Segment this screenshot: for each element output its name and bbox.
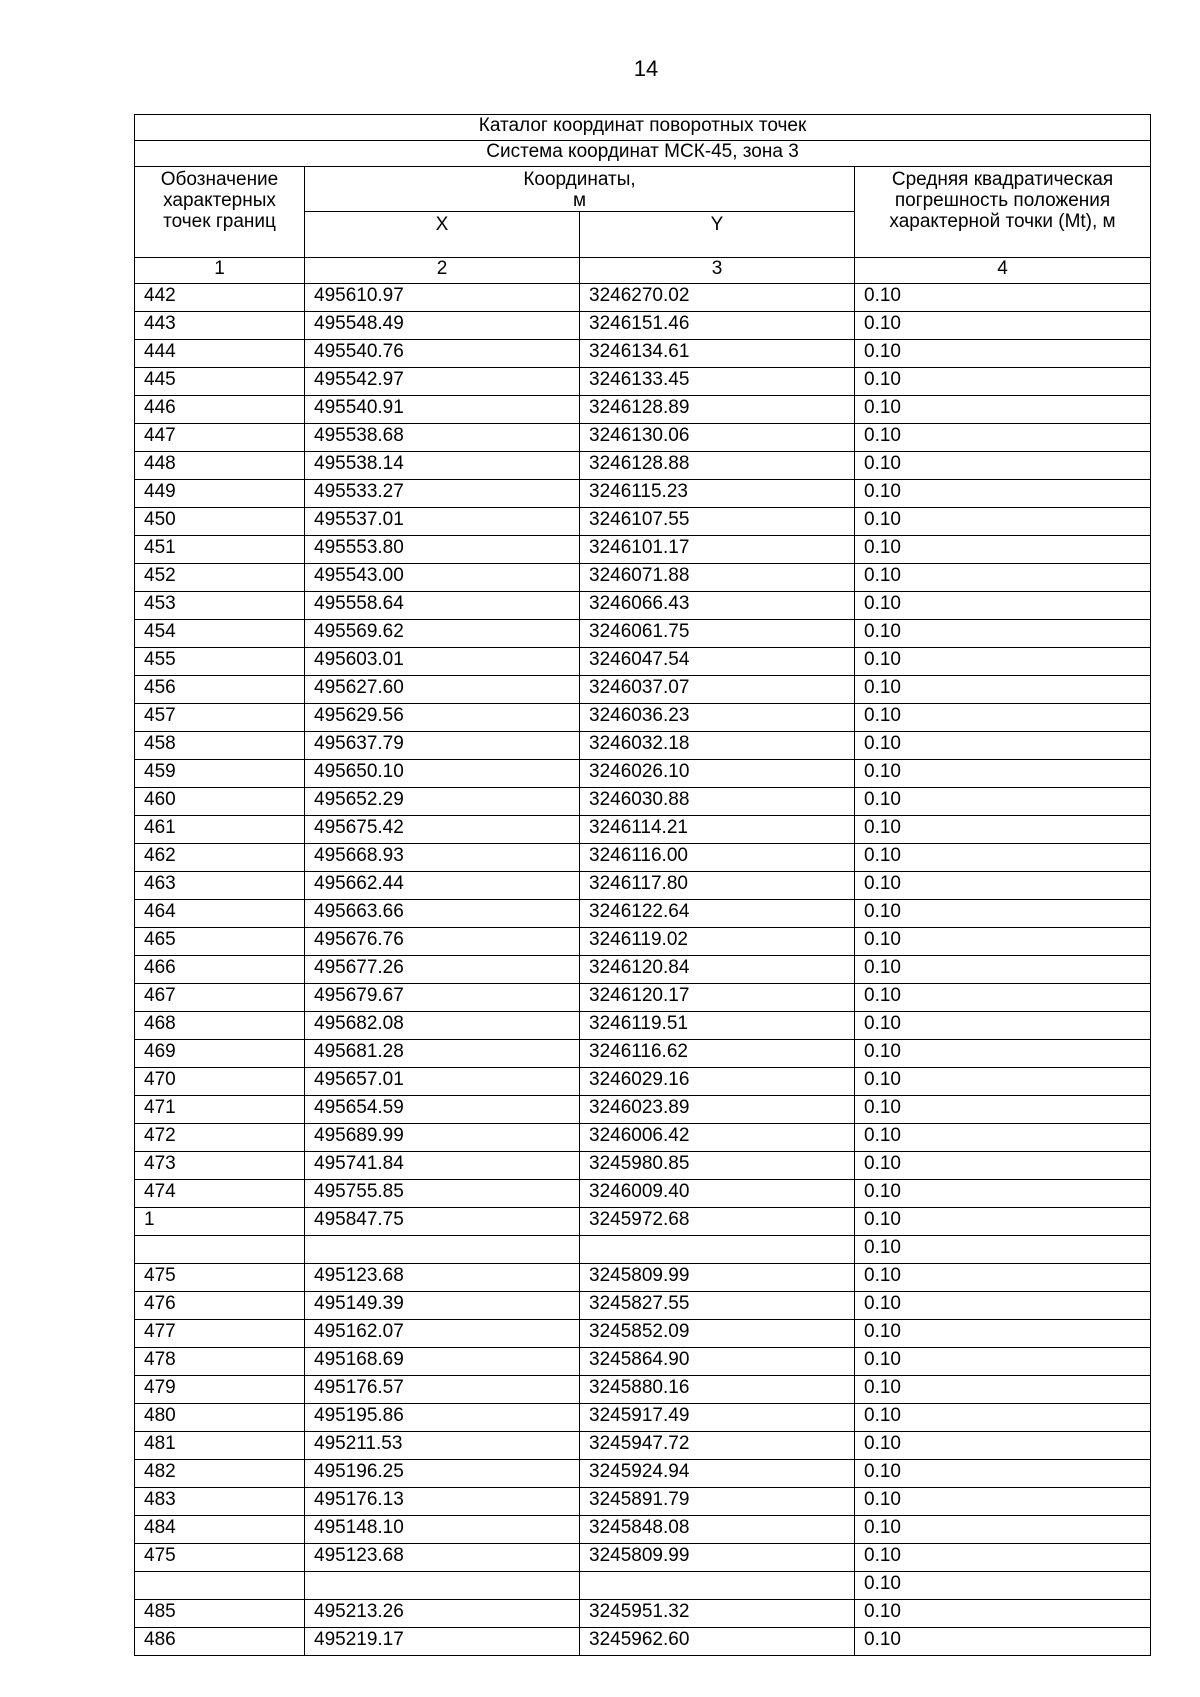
point-id-cell: 474 [135, 1180, 305, 1208]
point-id-cell: 480 [135, 1404, 305, 1432]
x-coordinate-cell: 495675.42 [305, 816, 580, 844]
error-cell: 0.10 [855, 536, 1151, 564]
coordinates-catalog-table [134, 114, 1151, 1656]
error-cell: 0.10 [855, 284, 1151, 312]
table-row [135, 1404, 1151, 1432]
error-cell: 0.10 [855, 1208, 1151, 1236]
point-id-cell: 468 [135, 1012, 305, 1040]
point-id-cell: 442 [135, 284, 305, 312]
y-coordinate-cell: 3246061.75 [580, 620, 855, 648]
point-id-cell: 482 [135, 1460, 305, 1488]
table-title: Каталог координат поворотных точек [135, 115, 1151, 141]
x-coordinate-cell: 495558.64 [305, 592, 580, 620]
point-id-cell: 1 [135, 1208, 305, 1236]
error-cell: 0.10 [855, 1488, 1151, 1516]
error-cell: 0.10 [855, 984, 1151, 1012]
table-row [135, 1124, 1151, 1152]
error-cell: 0.10 [855, 1096, 1151, 1124]
error-cell: 0.10 [855, 1544, 1151, 1572]
y-coordinate-cell: 3246120.17 [580, 984, 855, 1012]
error-cell: 0.10 [855, 816, 1151, 844]
x-coordinate-cell: 495213.26 [305, 1600, 580, 1628]
table-row [135, 732, 1151, 760]
point-id-cell: 448 [135, 452, 305, 480]
x-coordinate-cell: 495662.44 [305, 872, 580, 900]
x-coordinate-cell: 495741.84 [305, 1152, 580, 1180]
error-cell: 0.10 [855, 788, 1151, 816]
y-coordinate-cell: 3245924.94 [580, 1460, 855, 1488]
point-id-cell [135, 1236, 305, 1264]
y-coordinate-cell: 3246116.62 [580, 1040, 855, 1068]
point-id-cell: 455 [135, 648, 305, 676]
point-id-cell: 476 [135, 1292, 305, 1320]
table-row [135, 1348, 1151, 1376]
table-row [135, 676, 1151, 704]
error-cell: 0.10 [855, 1012, 1151, 1040]
y-coordinate-cell [580, 1236, 855, 1264]
error-cell: 0.10 [855, 844, 1151, 872]
y-coordinate-cell: 3246029.16 [580, 1068, 855, 1096]
x-coordinate-cell: 495569.62 [305, 620, 580, 648]
x-coordinate-cell: 495682.08 [305, 1012, 580, 1040]
error-cell: 0.10 [855, 480, 1151, 508]
point-id-cell: 464 [135, 900, 305, 928]
point-id-cell: 475 [135, 1544, 305, 1572]
table-row [135, 900, 1151, 928]
error-cell: 0.10 [855, 676, 1151, 704]
x-coordinate-cell: 495629.56 [305, 704, 580, 732]
point-id-cell: 451 [135, 536, 305, 564]
error-cell: 0.10 [855, 704, 1151, 732]
error-cell: 0.10 [855, 564, 1151, 592]
point-id-cell: 463 [135, 872, 305, 900]
x-coordinate-cell: 495677.26 [305, 956, 580, 984]
y-coordinate-cell: 3246107.55 [580, 508, 855, 536]
table-row [135, 1264, 1151, 1292]
point-id-cell: 471 [135, 1096, 305, 1124]
point-id-cell: 458 [135, 732, 305, 760]
y-coordinate-cell: 3246116.00 [580, 844, 855, 872]
y-coordinate-cell: 3246023.89 [580, 1096, 855, 1124]
y-coordinate-cell: 3245827.55 [580, 1292, 855, 1320]
x-coordinate-cell: 495533.27 [305, 480, 580, 508]
table-row [135, 1040, 1151, 1068]
point-id-cell: 452 [135, 564, 305, 592]
table-row [135, 1292, 1151, 1320]
table-row [135, 1544, 1151, 1572]
point-id-cell: 470 [135, 1068, 305, 1096]
error-cell: 0.10 [855, 1348, 1151, 1376]
y-coordinate-cell: 3246115.23 [580, 480, 855, 508]
x-coordinate-cell [305, 1572, 580, 1600]
table-row [135, 368, 1151, 396]
error-cell: 0.10 [855, 1600, 1151, 1628]
table-row [135, 1236, 1151, 1264]
table-row [135, 788, 1151, 816]
table-row [135, 396, 1151, 424]
y-coordinate-cell: 3246066.43 [580, 592, 855, 620]
point-id-cell: 461 [135, 816, 305, 844]
point-id-cell [135, 1572, 305, 1600]
table-row [135, 1460, 1151, 1488]
x-coordinate-cell: 495148.10 [305, 1516, 580, 1544]
point-id-cell: 486 [135, 1628, 305, 1656]
error-cell: 0.10 [855, 1628, 1151, 1656]
error-cell: 0.10 [855, 312, 1151, 340]
table-row [135, 564, 1151, 592]
header-y: Y [580, 212, 855, 258]
error-cell: 0.10 [855, 900, 1151, 928]
point-id-cell: 467 [135, 984, 305, 1012]
table-row [135, 648, 1151, 676]
x-coordinate-cell: 495123.68 [305, 1544, 580, 1572]
point-id-cell: 445 [135, 368, 305, 396]
error-cell: 0.10 [855, 760, 1151, 788]
x-coordinate-cell: 495637.79 [305, 732, 580, 760]
y-coordinate-cell: 3245972.68 [580, 1208, 855, 1236]
table-row [135, 480, 1151, 508]
table-row [135, 1376, 1151, 1404]
error-cell: 0.10 [855, 396, 1151, 424]
y-coordinate-cell: 3246037.07 [580, 676, 855, 704]
y-coordinate-cell: 3246047.54 [580, 648, 855, 676]
error-cell: 0.10 [855, 1432, 1151, 1460]
x-coordinate-cell: 495149.39 [305, 1292, 580, 1320]
error-cell: 0.10 [855, 872, 1151, 900]
x-coordinate-cell: 495176.13 [305, 1488, 580, 1516]
y-coordinate-cell: 3246117.80 [580, 872, 855, 900]
table-row [135, 928, 1151, 956]
x-coordinate-cell: 495610.97 [305, 284, 580, 312]
y-coordinate-cell: 3246032.18 [580, 732, 855, 760]
y-coordinate-cell: 3246036.23 [580, 704, 855, 732]
y-coordinate-cell: 3246270.02 [580, 284, 855, 312]
error-cell: 0.10 [855, 508, 1151, 536]
y-coordinate-cell: 3245891.79 [580, 1488, 855, 1516]
y-coordinate-cell: 3246120.84 [580, 956, 855, 984]
y-coordinate-cell: 3246009.40 [580, 1180, 855, 1208]
y-coordinate-cell: 3245980.85 [580, 1152, 855, 1180]
header-x: X [305, 212, 580, 258]
y-coordinate-cell: 3245917.49 [580, 1404, 855, 1432]
x-coordinate-cell: 495755.85 [305, 1180, 580, 1208]
error-cell: 0.10 [855, 648, 1151, 676]
y-coordinate-cell: 3246133.45 [580, 368, 855, 396]
point-id-cell: 481 [135, 1432, 305, 1460]
table-row [135, 284, 1151, 312]
y-coordinate-cell: 3246119.02 [580, 928, 855, 956]
col-number-4: 4 [855, 258, 1151, 284]
table-row [135, 1628, 1151, 1656]
y-coordinate-cell: 3246101.17 [580, 536, 855, 564]
point-id-cell: 484 [135, 1516, 305, 1544]
y-coordinate-cell: 3245848.08 [580, 1516, 855, 1544]
point-id-cell: 446 [135, 396, 305, 424]
y-coordinate-cell: 3246134.61 [580, 340, 855, 368]
col-number-1: 1 [135, 258, 305, 284]
error-cell: 0.10 [855, 1376, 1151, 1404]
y-coordinate-cell: 3245880.16 [580, 1376, 855, 1404]
y-coordinate-cell: 3246071.88 [580, 564, 855, 592]
x-coordinate-cell: 495654.59 [305, 1096, 580, 1124]
point-id-cell: 479 [135, 1376, 305, 1404]
error-cell: 0.10 [855, 452, 1151, 480]
error-cell: 0.10 [855, 1572, 1151, 1600]
table-row [135, 1180, 1151, 1208]
x-coordinate-cell: 495538.68 [305, 424, 580, 452]
table-row [135, 536, 1151, 564]
table-row [135, 452, 1151, 480]
error-cell: 0.10 [855, 1404, 1151, 1432]
table-row [135, 1096, 1151, 1124]
table-row [135, 1068, 1151, 1096]
x-coordinate-cell: 495679.67 [305, 984, 580, 1012]
error-cell: 0.10 [855, 956, 1151, 984]
error-cell: 0.10 [855, 1068, 1151, 1096]
x-coordinate-cell: 495663.66 [305, 900, 580, 928]
x-coordinate-cell: 495538.14 [305, 452, 580, 480]
table-body [135, 284, 1151, 1656]
error-cell: 0.10 [855, 1152, 1151, 1180]
header-point-designation: Обозначение характерных точек границ [135, 167, 305, 258]
y-coordinate-cell: 3245809.99 [580, 1264, 855, 1292]
x-coordinate-cell: 495540.76 [305, 340, 580, 368]
x-coordinate-cell: 495627.60 [305, 676, 580, 704]
error-cell: 0.10 [855, 368, 1151, 396]
point-id-cell: 450 [135, 508, 305, 536]
error-cell: 0.10 [855, 592, 1151, 620]
x-coordinate-cell: 495689.99 [305, 1124, 580, 1152]
x-coordinate-cell: 495542.97 [305, 368, 580, 396]
error-cell: 0.10 [855, 340, 1151, 368]
table-row [135, 984, 1151, 1012]
x-coordinate-cell: 495657.01 [305, 1068, 580, 1096]
table-row [135, 1488, 1151, 1516]
error-cell: 0.10 [855, 1516, 1151, 1544]
error-cell: 0.10 [855, 928, 1151, 956]
point-id-cell: 454 [135, 620, 305, 648]
header-mean-square-error: Средняя квадратическая погрешность положения характерной точки (Mt), м [855, 167, 1151, 258]
y-coordinate-cell [580, 1572, 855, 1600]
x-coordinate-cell: 495123.68 [305, 1264, 580, 1292]
x-coordinate-cell [305, 1236, 580, 1264]
table-row [135, 760, 1151, 788]
x-coordinate-cell: 495196.25 [305, 1460, 580, 1488]
table-row [135, 1432, 1151, 1460]
table-row [135, 1152, 1151, 1180]
table-row [135, 340, 1151, 368]
page-number: 14 [633, 56, 659, 81]
col-number-3: 3 [580, 258, 855, 284]
point-id-cell: 462 [135, 844, 305, 872]
table-row [135, 956, 1151, 984]
point-id-cell: 449 [135, 480, 305, 508]
y-coordinate-cell: 3245947.72 [580, 1432, 855, 1460]
point-id-cell: 456 [135, 676, 305, 704]
table-row [135, 704, 1151, 732]
point-id-cell: 475 [135, 1264, 305, 1292]
x-coordinate-cell: 495650.10 [305, 760, 580, 788]
y-coordinate-cell: 3246030.88 [580, 788, 855, 816]
error-cell: 0.10 [855, 1320, 1151, 1348]
table-row [135, 872, 1151, 900]
x-coordinate-cell: 495668.93 [305, 844, 580, 872]
y-coordinate-cell: 3246006.42 [580, 1124, 855, 1152]
table-row [135, 508, 1151, 536]
point-id-cell: 466 [135, 956, 305, 984]
x-coordinate-cell: 495537.01 [305, 508, 580, 536]
y-coordinate-cell: 3245809.99 [580, 1544, 855, 1572]
y-coordinate-cell: 3245951.32 [580, 1600, 855, 1628]
table-row [135, 1572, 1151, 1600]
x-coordinate-cell: 495603.01 [305, 648, 580, 676]
x-coordinate-cell: 495540.91 [305, 396, 580, 424]
y-coordinate-cell: 3246026.10 [580, 760, 855, 788]
y-coordinate-cell: 3246128.88 [580, 452, 855, 480]
point-id-cell: 447 [135, 424, 305, 452]
error-cell: 0.10 [855, 1180, 1151, 1208]
y-coordinate-cell: 3245864.90 [580, 1348, 855, 1376]
point-id-cell: 453 [135, 592, 305, 620]
error-cell: 0.10 [855, 732, 1151, 760]
table-row [135, 1320, 1151, 1348]
y-coordinate-cell: 3245852.09 [580, 1320, 855, 1348]
table-row [135, 1208, 1151, 1236]
y-coordinate-cell: 3246114.21 [580, 816, 855, 844]
point-id-cell: 473 [135, 1152, 305, 1180]
x-coordinate-cell: 495548.49 [305, 312, 580, 340]
x-coordinate-cell: 495681.28 [305, 1040, 580, 1068]
point-id-cell: 444 [135, 340, 305, 368]
x-coordinate-cell: 495543.00 [305, 564, 580, 592]
y-coordinate-cell: 3246128.89 [580, 396, 855, 424]
table-row [135, 844, 1151, 872]
y-coordinate-cell: 3246151.46 [580, 312, 855, 340]
table-subtitle: Система координат МСК-45, зона 3 [135, 141, 1151, 167]
y-coordinate-cell: 3246119.51 [580, 1012, 855, 1040]
error-cell: 0.10 [855, 620, 1151, 648]
header-coordinates: Координаты, м [305, 167, 855, 212]
point-id-cell: 460 [135, 788, 305, 816]
point-id-cell: 469 [135, 1040, 305, 1068]
table-row [135, 620, 1151, 648]
table-row [135, 1012, 1151, 1040]
error-cell: 0.10 [855, 1460, 1151, 1488]
table-row [135, 1516, 1151, 1544]
error-cell: 0.10 [855, 1292, 1151, 1320]
y-coordinate-cell: 3246122.64 [580, 900, 855, 928]
x-coordinate-cell: 495162.07 [305, 1320, 580, 1348]
table-row [135, 1600, 1151, 1628]
table-row [135, 816, 1151, 844]
x-coordinate-cell: 495553.80 [305, 536, 580, 564]
point-id-cell: 465 [135, 928, 305, 956]
point-id-cell: 443 [135, 312, 305, 340]
point-id-cell: 459 [135, 760, 305, 788]
point-id-cell: 472 [135, 1124, 305, 1152]
error-cell: 0.10 [855, 1040, 1151, 1068]
table-row [135, 592, 1151, 620]
x-coordinate-cell: 495211.53 [305, 1432, 580, 1460]
y-coordinate-cell: 3245962.60 [580, 1628, 855, 1656]
x-coordinate-cell: 495176.57 [305, 1376, 580, 1404]
error-cell: 0.10 [855, 1264, 1151, 1292]
error-cell: 0.10 [855, 424, 1151, 452]
x-coordinate-cell: 495219.17 [305, 1628, 580, 1656]
x-coordinate-cell: 495652.29 [305, 788, 580, 816]
x-coordinate-cell: 495168.69 [305, 1348, 580, 1376]
point-id-cell: 485 [135, 1600, 305, 1628]
x-coordinate-cell: 495676.76 [305, 928, 580, 956]
table-row [135, 424, 1151, 452]
x-coordinate-cell: 495195.86 [305, 1404, 580, 1432]
point-id-cell: 457 [135, 704, 305, 732]
error-cell: 0.10 [855, 1236, 1151, 1264]
point-id-cell: 478 [135, 1348, 305, 1376]
point-id-cell: 477 [135, 1320, 305, 1348]
x-coordinate-cell: 495847.75 [305, 1208, 580, 1236]
point-id-cell: 483 [135, 1488, 305, 1516]
error-cell: 0.10 [855, 1124, 1151, 1152]
y-coordinate-cell: 3246130.06 [580, 424, 855, 452]
table-row [135, 312, 1151, 340]
col-number-2: 2 [305, 258, 580, 284]
